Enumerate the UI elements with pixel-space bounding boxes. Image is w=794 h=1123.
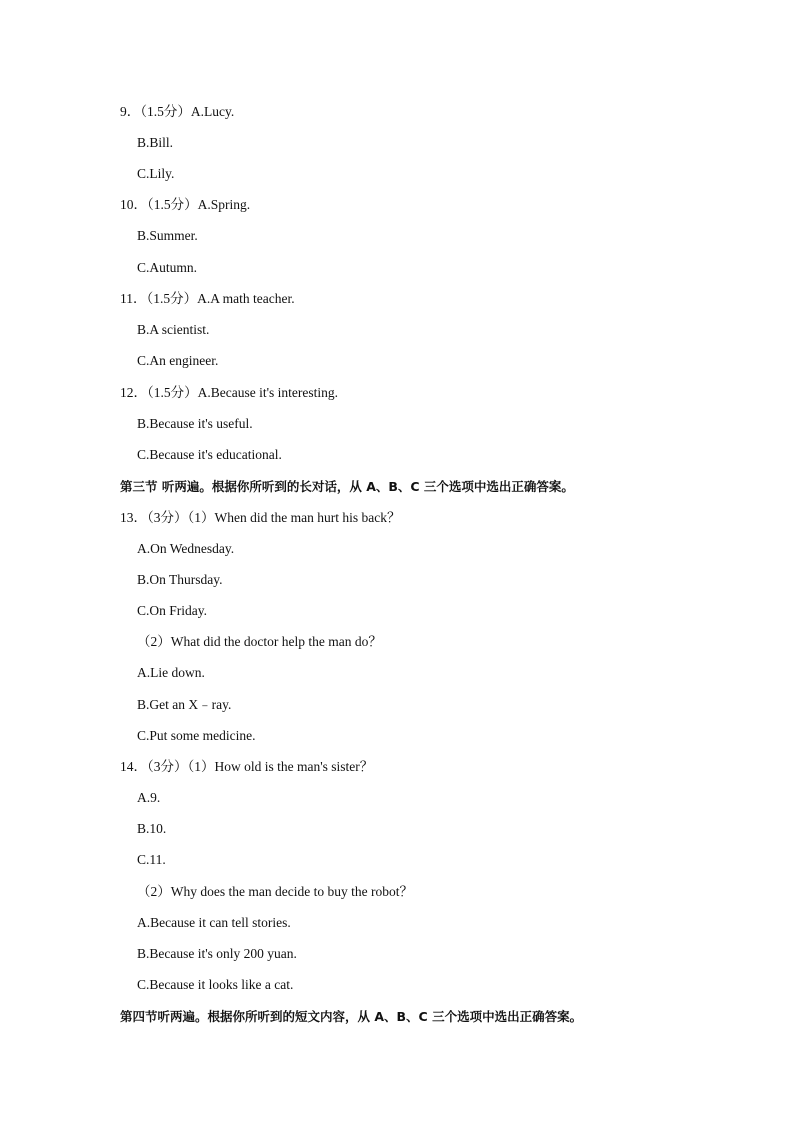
question-9-option-c: C.Lily. — [137, 166, 175, 181]
question-13-1-option-c: C.On Friday. — [137, 603, 207, 618]
question-14-2-option-c: C.Because it looks like a cat. — [137, 977, 294, 992]
question-11-option-c: C.An engineer. — [137, 353, 219, 368]
question-11-stem: 11．（1.5分）A.A math teacher. — [120, 291, 295, 306]
question-14-1-option-a: A.9. — [137, 790, 161, 805]
question-9-option-b: B.Bill. — [137, 135, 174, 150]
question-13-1-option-b: B.On Thursday. — [137, 572, 223, 587]
section-4-heading: 第四节听两遍。根据你所听到的短文内容，从 A、B、C 三个选项中选出正确答案。 — [120, 1009, 583, 1024]
question-13-2-option-a: A.Lie down. — [137, 665, 205, 680]
section-3-heading: 第三节 听两遍。根据你所听到的长对话，从 A、B、C 三个选项中选出正确答案。 — [120, 479, 574, 494]
question-13-2-option-b: B.Get an X﹣ray. — [137, 697, 232, 712]
question-13-1-option-a: A.On Wednesday. — [137, 541, 235, 556]
question-11-option-b: B.A scientist. — [137, 322, 210, 337]
question-10-option-c: C.Autumn. — [137, 260, 198, 275]
question-14-2-option-a: A.Because it can tell stories. — [137, 915, 291, 930]
question-12-option-c: C.Because it's educational. — [137, 447, 282, 462]
question-13-2-option-c: C.Put some medicine. — [137, 728, 256, 743]
question-10-stem: 10．（1.5分）A.Spring. — [120, 197, 251, 212]
question-9-stem: 9．（1.5分）A.Lucy. — [120, 104, 235, 119]
question-10-option-b: B.Summer. — [137, 228, 198, 243]
question-13-stem: 13．（3分）（1）When did the man hurt his back？ — [120, 510, 401, 525]
question-14-1-option-b: B.10. — [137, 821, 167, 836]
question-12-option-b: B.Because it's useful. — [137, 416, 253, 431]
question-13-part-2-stem: （2）What did the doctor help the man do？ — [137, 634, 382, 649]
question-14-stem: 14．（3分）（1）How old is the man's sister？ — [120, 759, 374, 774]
question-14-2-option-b: B.Because it's only 200 yuan. — [137, 946, 297, 961]
question-14-part-2-stem: （2）Why does the man decide to buy the robot？ — [137, 884, 413, 899]
question-12-stem: 12．（1.5分）A.Because it's interesting. — [120, 385, 339, 400]
question-14-1-option-c: C.11. — [137, 852, 166, 867]
